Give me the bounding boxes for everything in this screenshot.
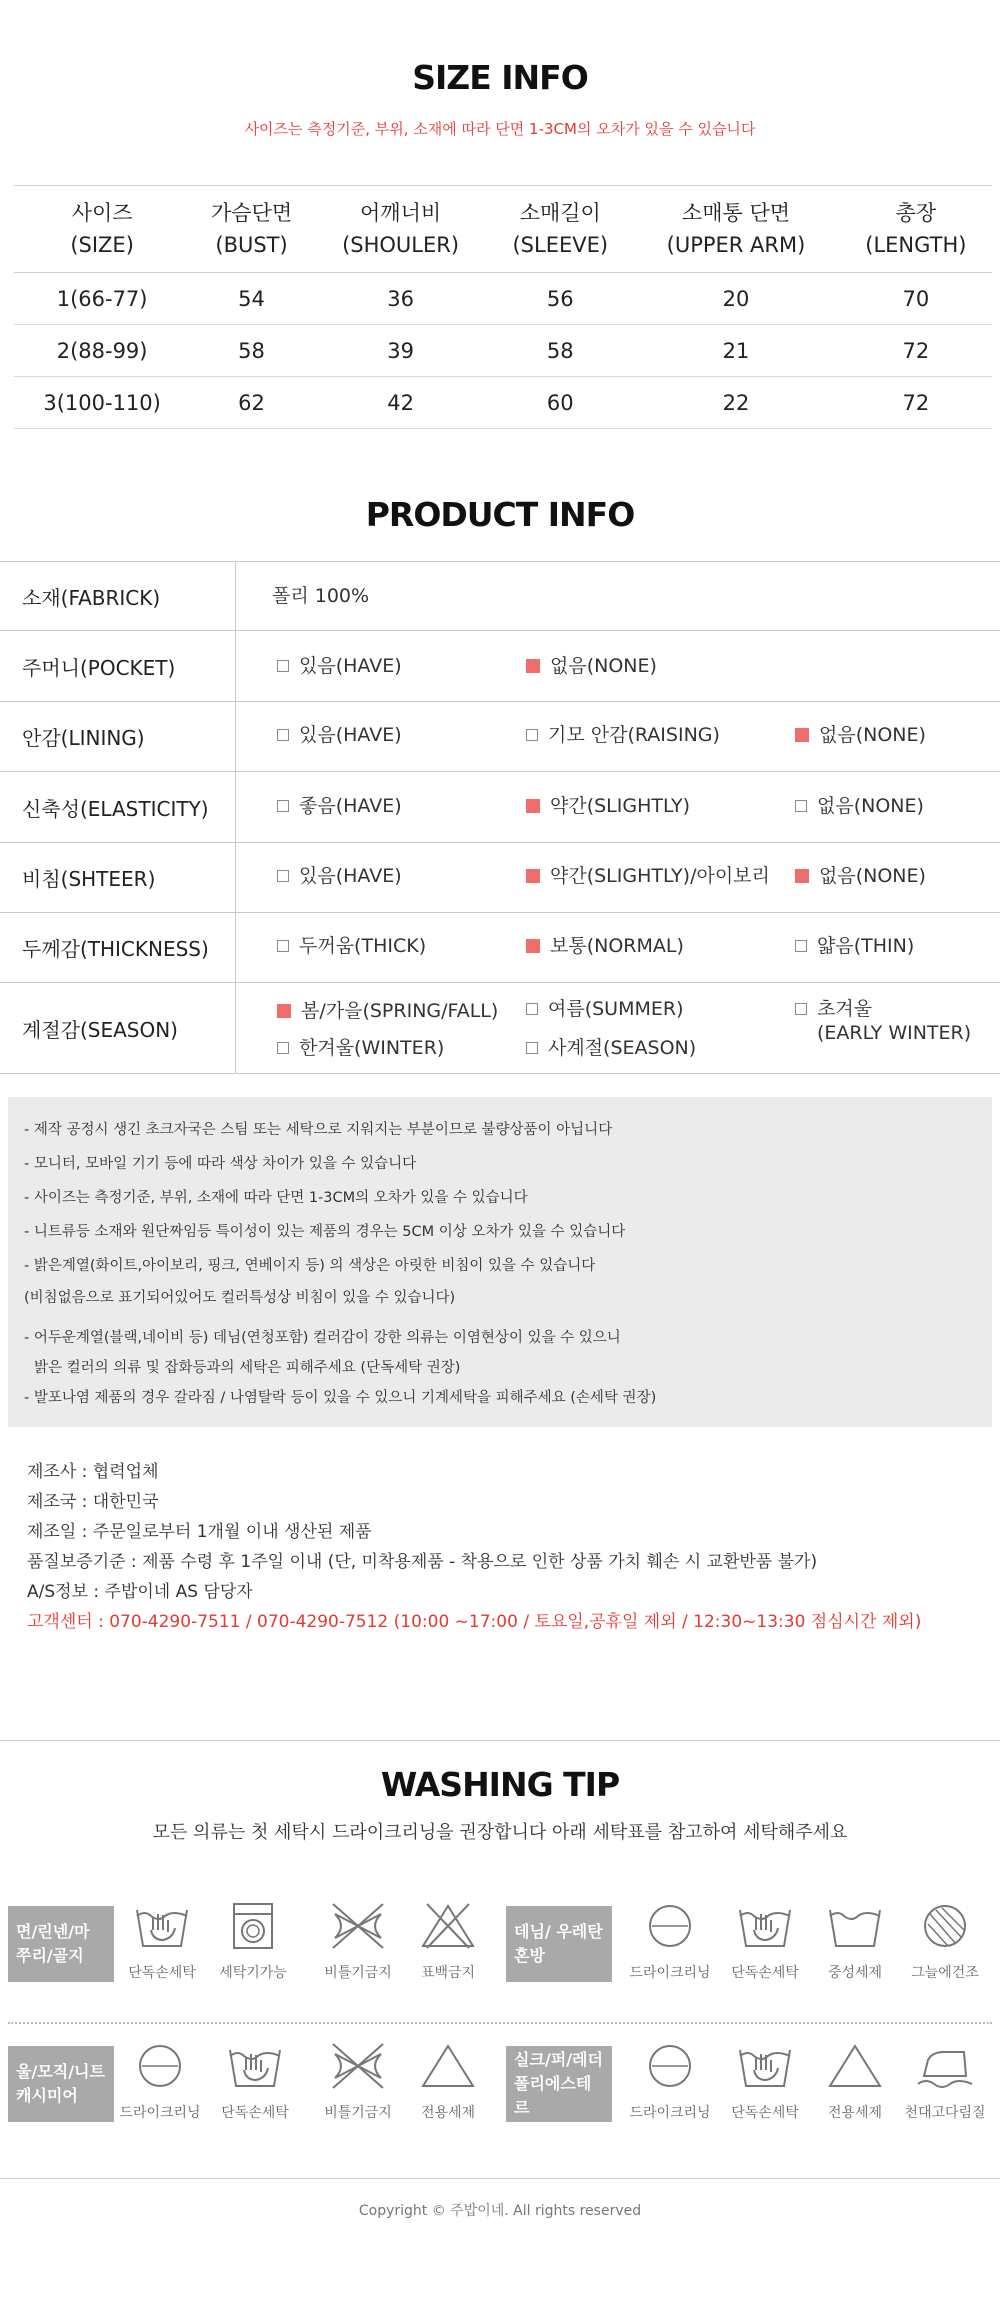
washing-tip-title: WASHING TIP — [380, 1765, 620, 1804]
table-cell: 72 — [840, 325, 992, 377]
maker-line: 제조국 : 대한민국 — [27, 1492, 159, 1512]
checkbox[interactable] — [795, 800, 807, 812]
copyright: Copyright © 주밥이네. All rights reserved — [358, 2203, 642, 2219]
bust-header: 가슴단면 (BUST) — [190, 186, 313, 273]
pocket-label: 주머니(POCKET) — [0, 631, 236, 701]
dry-clean-icon — [639, 1900, 701, 1952]
checkbox-checked[interactable] — [277, 1004, 291, 1018]
table-cell: 3(100-110) — [14, 377, 190, 429]
table-cell: 70 — [840, 273, 992, 325]
table-cell: 60 — [488, 377, 632, 429]
handwash-icon — [734, 2040, 796, 2092]
thickness-option-normal[interactable]: 보통(NORMAL) — [526, 934, 684, 958]
handwash-icon — [131, 1900, 193, 1952]
table-cell: 58 — [190, 325, 313, 377]
table-cell: 22 — [632, 377, 840, 429]
maker-line: 제조일 : 주문일로부터 1개월 이내 생산된 제품 — [27, 1522, 372, 1542]
no-wring-icon — [327, 2040, 389, 2092]
pocket-option-have[interactable]: 있음(HAVE) — [277, 654, 402, 678]
washing-machine-icon — [222, 1900, 284, 1952]
season-label: 계절감(SEASON) — [0, 983, 236, 1073]
dotted-divider — [8, 2022, 992, 2024]
lining-row — [0, 702, 1000, 772]
wash-item: 천대고다림질 — [897, 2040, 993, 2122]
dry-clean-icon — [639, 2040, 701, 2092]
wash-item: 세탁기가능 — [205, 1900, 301, 1982]
notice-item: - 밝은계열(화이트,아이보리, 핑크, 연베이지 등) 의 색상은 아릿한 비침이 있을 수 있습니다 — [24, 1258, 596, 1274]
checkbox[interactable] — [277, 800, 289, 812]
table-cell: 2(88-99) — [14, 325, 190, 377]
lining-option-have[interactable]: 있음(HAVE) — [277, 723, 402, 747]
size-table — [14, 185, 992, 429]
table-row — [14, 325, 992, 377]
dry-clean-icon — [129, 2040, 191, 2092]
wash-item: 단독손세탁 — [207, 2040, 303, 2122]
lining-option-raising[interactable]: 기모 안감(RAISING) — [526, 723, 720, 747]
size-info-title: SIZE INFO — [412, 58, 588, 97]
lining-option-none[interactable]: 없음(NONE) — [795, 723, 926, 747]
thickness-row — [0, 913, 1000, 983]
fabric-value: 폴리 100% — [272, 585, 370, 607]
sleeve-header: 소매길이 (SLEEVE) — [488, 186, 632, 273]
wash-item: 전용세제 — [400, 2040, 496, 2122]
notice-item: 밝은 컬러의 의류 및 잡화등과의 세탁은 피해주세요 (단독세탁 권장) — [34, 1360, 461, 1376]
checkbox[interactable] — [795, 940, 807, 952]
fabric-row — [0, 562, 1000, 631]
wash-item: 단독손세탁 — [114, 1900, 210, 1982]
size-table-header-row — [14, 186, 992, 273]
checkbox-checked[interactable] — [526, 799, 540, 813]
wash-item: 중성세제 — [807, 1900, 903, 1982]
notice-box — [8, 1097, 992, 1427]
table-cell: 20 — [632, 273, 840, 325]
wash-item: 비틀기금지 — [310, 1900, 406, 1982]
checkbox[interactable] — [277, 940, 289, 952]
maker-line: 제조사 : 협력업체 — [27, 1462, 159, 1482]
checkbox-checked[interactable] — [526, 659, 540, 673]
handwash-icon — [734, 1900, 796, 1952]
checkbox-checked[interactable] — [526, 869, 540, 883]
season-option-all-season[interactable]: 사계절(SEASON) — [526, 1036, 696, 1060]
notice-item: - 발포나염 제품의 경우 갈라짐 / 나염탈락 등이 있을 수 있으니 기계세탁을 피해주세요 (손세탁 권장) — [24, 1390, 657, 1406]
maker-line: 품질보증기준 : 제품 수령 후 1주일 이내 (단, 미착용제품 - 착용으로 인한 상품 가치 훼손 시 교환반품 불가) — [27, 1552, 818, 1572]
wash-item: 전용세제 — [807, 2040, 903, 2122]
triangle-icon — [824, 2040, 886, 2092]
table-cell: 1(66-77) — [14, 273, 190, 325]
iron-cloth-icon — [914, 2040, 976, 2092]
footer-divider — [0, 2178, 1000, 2179]
size-header: 사이즈 (SIZE) — [14, 186, 190, 273]
wash-item: 단독손세탁 — [717, 1900, 813, 1982]
fabric-label: 소재(FABRICK) — [0, 562, 236, 630]
length-header: 총장 (LENGTH) — [840, 186, 992, 273]
table-row — [14, 377, 992, 429]
lining-label: 안감(LINING) — [0, 702, 236, 771]
sheer-option-none[interactable]: 없음(NONE) — [795, 864, 926, 888]
checkbox-checked[interactable] — [795, 869, 809, 883]
washing-description: 모든 의류는 첫 세탁시 드라이크리닝을 권장합니다 아래 세탁표를 참고하여 세탁해주세요 — [152, 1822, 848, 1843]
category-wool: 울/모직/니트 캐시미어 — [8, 2046, 114, 2122]
checkbox[interactable] — [526, 1003, 538, 1015]
table-cell: 42 — [313, 377, 488, 429]
checkbox[interactable] — [277, 1042, 289, 1054]
upper-arm-header: 소매통 단면 (UPPER ARM) — [632, 186, 840, 273]
wash-item: 비틀기금지 — [310, 2040, 406, 2122]
table-row — [14, 273, 992, 325]
notice-item: - 어두운계열(블랙,네이비 등) 데님(연청포함) 컬러감이 강한 의류는 이염현상이 있을 수 있으니 — [24, 1330, 621, 1346]
size-info-subtitle: 사이즈는 측정기준, 부위, 소재에 따라 단면 1-3CM의 오차가 있을 수 있습니다 — [244, 120, 756, 138]
checkbox-checked[interactable] — [526, 939, 540, 953]
table-cell: 62 — [190, 377, 313, 429]
table-cell: 58 — [488, 325, 632, 377]
checkbox[interactable] — [795, 1003, 807, 1015]
table-cell: 36 — [313, 273, 488, 325]
season-option-early-winter[interactable]: 초겨울 (EARLY WINTER) — [795, 997, 971, 1045]
sheer-option-have[interactable]: 있음(HAVE) — [277, 864, 402, 888]
customer-center-line: 고객센터 : 070-4290-7511 / 070-4290-7512 (10:00 ~17:00 / 토요일,공휴일 제외 / 12:30~13:30 점심시간 제외) — [27, 1612, 922, 1632]
checkbox[interactable] — [526, 1042, 538, 1054]
no-bleach-triangle-icon — [417, 1900, 479, 1952]
wash-item: 드라이크리닝 — [622, 1900, 718, 1982]
pocket-option-none[interactable]: 없음(NONE) — [526, 654, 657, 678]
category-cotton-linen: 면/린넨/마 쭈리/골지 — [8, 1906, 114, 1982]
season-row — [0, 983, 1000, 1074]
neutral-detergent-icon — [824, 1900, 886, 1952]
checkbox[interactable] — [526, 729, 538, 741]
pocket-row — [0, 631, 1000, 702]
thickness-label: 두께감(THICKNESS) — [0, 913, 236, 982]
wash-item: 그늘에건조 — [897, 1900, 993, 1982]
checkbox[interactable] — [277, 660, 289, 672]
product-info-table — [0, 561, 1000, 1074]
sheer-label: 비침(SHTEER) — [0, 843, 236, 912]
table-cell: 56 — [488, 273, 632, 325]
sheer-row — [0, 843, 1000, 913]
notice-item: - 사이즈는 측정기준, 부위, 소재에 따라 단면 1-3CM의 오차가 있을 수 있습니다 — [24, 1190, 528, 1206]
thickness-option-thick[interactable]: 두꺼움(THICK) — [277, 934, 426, 958]
triangle-icon — [417, 2040, 479, 2092]
product-info-title: PRODUCT INFO — [365, 495, 635, 534]
notice-item: - 니트류등 소재와 원단짜임등 특이성이 있는 제품의 경우는 5CM 이상 오차가 있을 수 있습니다 — [24, 1224, 626, 1240]
season-option-summer[interactable]: 여름(SUMMER) — [526, 997, 684, 1021]
divider — [0, 1740, 1000, 1741]
maker-line: A/S정보 : 주밥이네 AS 담당자 — [27, 1582, 253, 1602]
notice-item: - 제작 공정시 생긴 초크자국은 스팀 또는 세탁으로 지워지는 부분이므로 불량상품이 아닙니다 — [24, 1122, 613, 1138]
table-cell: 21 — [632, 325, 840, 377]
season-option-winter[interactable]: 한겨울(WINTER) — [277, 1036, 444, 1060]
shoulder-header: 어깨너비 (SHOULER) — [313, 186, 488, 273]
elasticity-label: 신축성(ELASTICITY) — [0, 772, 236, 842]
category-denim: 데님/ 우레탄 혼방 — [506, 1906, 612, 1982]
table-cell: 39 — [313, 325, 488, 377]
checkbox[interactable] — [277, 729, 289, 741]
table-cell: 72 — [840, 377, 992, 429]
wash-item: 표백금지 — [400, 1900, 496, 1982]
season-option-spring-fall[interactable]: 봄/가을(SPRING/FALL) — [277, 999, 498, 1023]
wash-item: 드라이크리닝 — [112, 2040, 208, 2122]
sheer-option-slightly[interactable]: 약간(SLIGHTLY)/아이보리 — [526, 864, 770, 888]
wash-item: 단독손세탁 — [717, 2040, 813, 2122]
elasticity-row — [0, 772, 1000, 843]
table-cell: 54 — [190, 273, 313, 325]
checkbox[interactable] — [277, 870, 289, 882]
shade-dry-icon — [914, 1900, 976, 1952]
checkbox-checked[interactable] — [795, 728, 809, 742]
notice-item: - 모니터, 모바일 기기 등에 따라 색상 차이가 있을 수 있습니다 — [24, 1156, 417, 1172]
handwash-icon — [224, 2040, 286, 2092]
elasticity-option-none[interactable]: 없음(NONE) — [795, 794, 924, 818]
elasticity-option-slightly[interactable]: 약간(SLIGHTLY) — [526, 794, 690, 818]
category-silk: 실크/퍼/레더 폴리에스테르 — [506, 2046, 612, 2122]
thickness-option-thin[interactable]: 얇음(THIN) — [795, 934, 914, 958]
elasticity-option-have[interactable]: 좋음(HAVE) — [277, 794, 402, 818]
notice-item: (비침없음으로 표기되어있어도 컬러특성상 비침이 있을 수 있습니다) — [24, 1290, 456, 1306]
wash-item: 드라이크리닝 — [622, 2040, 718, 2122]
no-bleach-icon — [327, 1900, 389, 1952]
